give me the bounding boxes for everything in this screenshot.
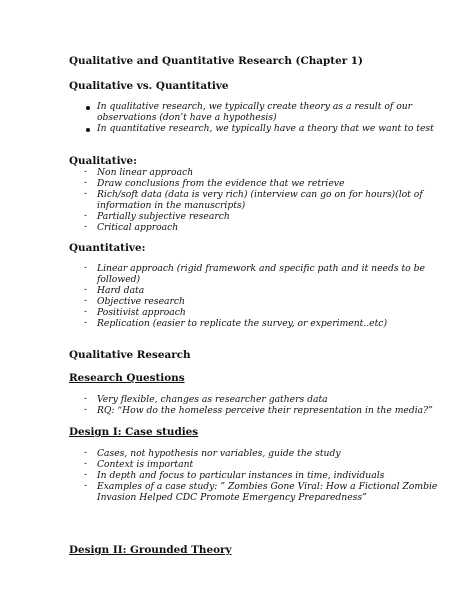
list-item-line: Partially subjective research (97, 211, 230, 222)
dash-marker: - (84, 481, 88, 491)
dash-marker: - (84, 307, 88, 317)
list-item-line: Context is important (97, 459, 194, 470)
list-item-line: Examples of a case study: ” Zombies Gone Viral: How a Fictional Zombie (97, 481, 438, 492)
bullet-icon (86, 128, 90, 132)
dash-marker: - (84, 394, 88, 404)
dash-marker: - (84, 318, 88, 328)
dash-marker: - (84, 405, 88, 415)
list-item-line: In depth and focus to particular instances in time, individuals (97, 470, 385, 481)
section-heading-design-grounded-theory: Design II: Grounded Theory (69, 544, 232, 556)
dash-marker: - (84, 167, 88, 177)
list-item-line: Positivist approach (97, 307, 186, 318)
list-item-line: Cases, not hypothesis nor variables, guide the study (97, 448, 341, 459)
dash-marker: - (84, 285, 88, 295)
dash-marker: - (84, 459, 88, 469)
list-item-line: Replication (easier to replicate the survey, or experiment..etc) (97, 318, 388, 329)
section-heading-design-case-studies: Design I: Case studies (69, 426, 199, 438)
section-heading-qualitative-research: Qualitative Research (69, 349, 191, 361)
list-item-line: followed) (97, 274, 141, 285)
list-item-line: RQ: “How do the homeless perceive their representation in the media?” (97, 405, 433, 416)
list-item-line: Very flexible, changes as researcher gathers data (97, 394, 328, 405)
list-item-line: Hard data (97, 285, 145, 296)
dash-marker: - (84, 222, 88, 232)
document-title: Qualitative and Quantitative Research (Chapter 1) (69, 55, 363, 67)
list-item-line: Draw conclusions from the evidence that we retrieve (97, 178, 345, 189)
section-heading-qual-vs-quant: Qualitative vs. Quantitative (69, 80, 229, 92)
dash-marker: - (84, 263, 88, 273)
list-item-line: In qualitative research, we typically create theory as a result of our (97, 101, 413, 112)
list-item-line: Linear approach (rigid framework and specific path and it needs to be (97, 263, 425, 274)
dash-marker: - (84, 211, 88, 221)
section-heading-research-questions: Research Questions (69, 372, 185, 384)
list-item-line: Objective research (97, 296, 185, 307)
list-item-line: information in the manuscripts) (97, 200, 246, 211)
section-heading-qualitative: Qualitative: (69, 155, 137, 167)
list-item-line: In quantitative research, we typically have a theory that we want to test (97, 123, 434, 134)
dash-marker: - (84, 189, 88, 199)
dash-marker: - (84, 296, 88, 306)
section-heading-quantitative: Quantitative: (69, 242, 146, 254)
dash-marker: - (84, 448, 88, 458)
list-item-line: Non linear approach (97, 167, 194, 178)
list-item-line: observations (don’t have a hypothesis) (97, 112, 277, 123)
bullet-icon (86, 106, 90, 110)
dash-marker: - (84, 178, 88, 188)
list-item-line: Critical approach (97, 222, 179, 233)
dash-marker: - (84, 470, 88, 480)
list-item-line: Rich/soft data (data is very rich) (interview can go on for hours)(lot of (97, 189, 423, 200)
list-item-line: Invasion Helped CDC Promote Emergency Preparedness” (97, 492, 367, 503)
